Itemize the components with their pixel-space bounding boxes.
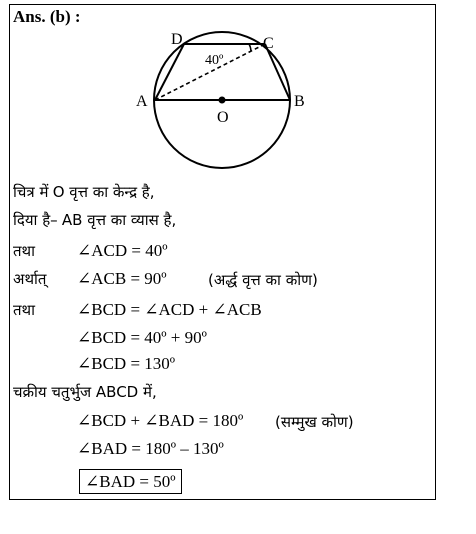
line-prefix: चित्र में <box>13 183 49 201</box>
circle-diagram <box>130 28 310 178</box>
line-acd <box>13 241 35 261</box>
eq-bcd-sum: ∠BCD = ∠ACD + ∠ACB <box>77 300 262 319</box>
angle-arc <box>249 44 251 51</box>
eq-opposite: ∠BCD + ∠BAD = 180º <box>77 411 244 430</box>
line-prefix: चक्रीय चतुर्भुज ABCD में, <box>13 383 157 401</box>
final-answer <box>79 472 182 492</box>
eq-bcd-result: ∠BCD = 130º <box>77 354 176 373</box>
line-body: O वृत्त का केन्द्र है, <box>52 183 155 201</box>
label-c: C <box>263 35 274 52</box>
line-prefix: तथा <box>13 301 36 319</box>
note-opposite: (सम्मुख कोण) <box>275 413 354 431</box>
label-a: A <box>136 93 148 110</box>
note-semicircle: (अर्द्ध वृत्त का कोण) <box>208 271 318 289</box>
label-d: D <box>171 31 183 48</box>
angle-label: 40º <box>205 53 224 68</box>
eq-acd: ∠ACD = 40º <box>77 241 168 260</box>
line-acb <box>13 269 46 289</box>
line-bcd <box>13 300 35 320</box>
line-prefix: दिया है– <box>13 211 58 229</box>
line-center <box>13 182 155 202</box>
line-given <box>13 210 176 230</box>
boxed-answer: ∠BAD = 50º <box>79 469 182 494</box>
label-b: B <box>294 93 305 110</box>
line-prefix: अर्थात् <box>13 270 47 288</box>
eq-bad-diff: ∠BAD = 180º – 130º <box>77 439 224 458</box>
line-body: AB वृत्त का व्यास है, <box>61 211 177 229</box>
line-prefix: तथा <box>13 242 36 260</box>
center-dot <box>219 97 226 104</box>
eq-bcd-values: ∠BCD = 40º + 90º <box>77 328 207 347</box>
label-o: O <box>217 109 229 126</box>
answer-heading: Ans. (b) : <box>13 7 81 26</box>
side-bc <box>265 44 290 100</box>
eq-acb: ∠ACB = 90º <box>77 269 167 288</box>
line-cyclic <box>13 382 157 402</box>
